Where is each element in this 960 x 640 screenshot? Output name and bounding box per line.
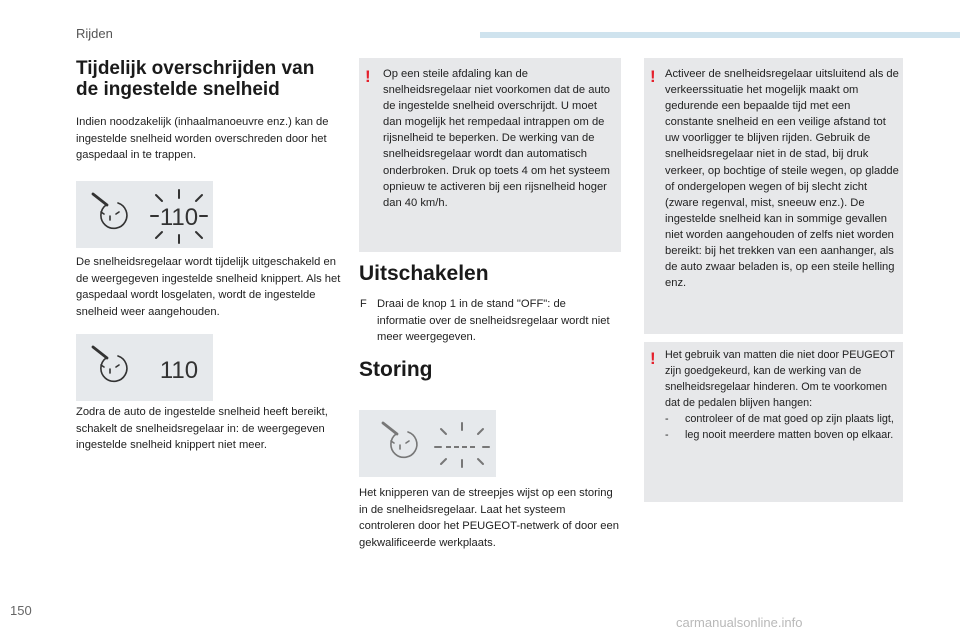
speedometer-arc xyxy=(101,203,127,228)
title-line-2: de ingestelde snelheid xyxy=(76,79,280,100)
list-dash: - xyxy=(665,412,669,425)
warning-box-descent xyxy=(359,58,621,252)
warning-mats-content xyxy=(665,348,899,443)
display-panel-blinking xyxy=(76,181,213,248)
warning-text: Activeer de snelheidsregelaar uitsluitend als de verkeerssituatie het mogelijk maakt om gedurende een bepaalde tijd met een constante snelheid en een veilige afstand tot uw voorligger te blijven rijden. Gebruik de snelheidsregelaar niet in de stad, bij druk verkeer, op bochtige of steile wegen, op gladde of ondergelopen wegen of bij slecht zicht (zware regenval, mist, sneeuw enz.). De ingestelde snelheid kan in sommige gevallen niet worden aangehouden of zelfs niet worden bereikt: bij het trekken van een aanhanger, als de auto zwaar beladen is, op een steile helling enz. xyxy=(665,68,899,290)
list-item-text: leg nooit meerdere matten boven op elkaar. xyxy=(685,428,894,441)
speed-limit-display-icon xyxy=(76,181,213,248)
list-item-text: controleer of de mat goed op zijn plaats ligt, xyxy=(685,412,894,425)
display-value: 110 xyxy=(159,357,199,384)
title-line-1: Tijdelijk overschrijden van xyxy=(76,58,315,79)
warning-icon: ! xyxy=(650,349,656,368)
blink-rays xyxy=(435,423,489,467)
display-panel-steady xyxy=(76,334,213,401)
header-bar xyxy=(480,32,960,38)
display-value: 110 xyxy=(159,204,199,231)
heading-storing: Storing xyxy=(359,358,433,381)
bullet-arrow-icon: F xyxy=(360,298,367,310)
speedometer-tick xyxy=(116,212,119,214)
warning-mats-intro: Het gebruik van matten die niet door PEUGEOT zijn goedgekeurd, kan de werking van de snelheidsregelaar hinderen. Om te voorkomen dat de pedalen blijven hangen: xyxy=(665,349,895,409)
list-dash: - xyxy=(665,428,669,441)
speedometer-needle xyxy=(93,194,107,205)
watermark: carmanualsonline.info xyxy=(676,615,803,630)
display-panel-fault xyxy=(359,410,496,477)
heading-uitschakelen: Uitschakelen xyxy=(359,262,489,285)
fault-display-icon xyxy=(359,410,496,477)
resume-paragraph: Zodra de auto de ingestelde snelheid heeft bereikt, schakelt de snelheidsregelaar in: de weergegeven ingestelde snelheid knippert niet meer. xyxy=(76,406,328,451)
storing-text: Het knipperen van de streepjes wijst op een storing in de snelheidsregelaar. Laat het systeem controleren door het PEUGEOT-netwerk of door een gekwalificeerde werkplaats. xyxy=(359,487,619,549)
warning-box-mats xyxy=(644,342,903,502)
speed-limit-display-icon xyxy=(76,334,213,401)
list-item xyxy=(665,412,899,428)
blink-paragraph: De snelheidsregelaar wordt tijdelijk uitgeschakeld en de weergegeven ingestelde snelheid knippert. Als het gaspedaal wordt losgelaten, wordt de ingestelde snelheid weer aangehouden. xyxy=(76,256,341,318)
list-item xyxy=(665,428,899,444)
warning-icon: ! xyxy=(650,67,656,86)
uitschakelen-text: Draai de knop 1 in de stand "OFF": de informatie over de snelheidsregelaar wordt niet meer weergegeven. xyxy=(377,298,610,343)
column-1 xyxy=(76,58,341,164)
section-header: Rijden xyxy=(76,26,113,41)
intro-paragraph: Indien noodzakelijk (inhaalmanoeuvre enz.) kan de ingestelde snelheid worden overschreden door het gaspedaal in te trappen. xyxy=(76,116,329,161)
page-number: 150 xyxy=(10,603,32,618)
page-title xyxy=(76,58,341,100)
warning-icon: ! xyxy=(365,67,371,86)
warning-box-usage xyxy=(644,58,903,334)
warning-text: Op een steile afdaling kan de snelheidsregelaar niet voorkomen dat de auto de ingestelde snelheid overschrijdt. U moet dan mogelijk het rempedaal intrappen om de rijsnelheid te beperken. De werking van de snelheidsregelaar wordt dan automatisch onderbroken. Druk op toets 4 om het systeem opnieuw te activeren bij een rijsnelheid hoger dan 40 km/h. xyxy=(383,68,611,209)
